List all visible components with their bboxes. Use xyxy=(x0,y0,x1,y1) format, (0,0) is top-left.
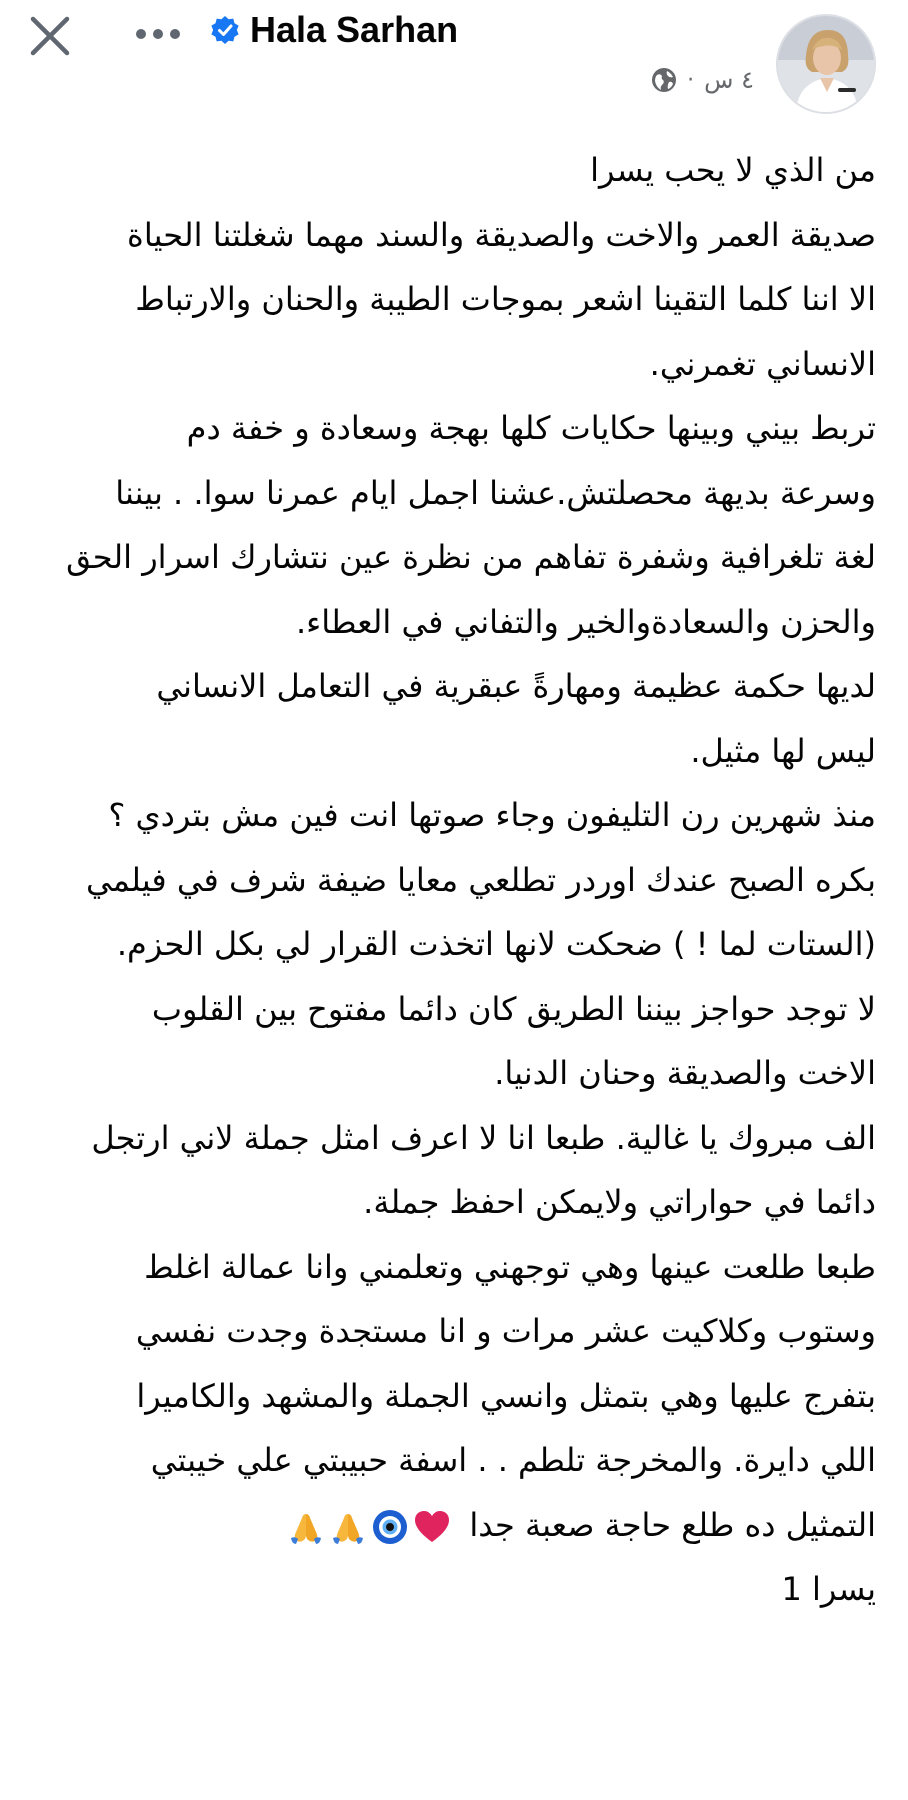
close-button[interactable] xyxy=(22,8,78,64)
post-meta xyxy=(651,66,754,94)
post-line: اللي دايرة. والمخرجة تلطم . . اسفة حبيبتي علي خيبتي xyxy=(150,1441,876,1479)
post-line: يسرا 1 xyxy=(781,1570,876,1608)
close-icon xyxy=(28,14,72,58)
post-line: الاخت والصديقة وحنان الدنيا. xyxy=(494,1054,876,1092)
globe-icon[interactable] xyxy=(651,67,677,93)
post-line: بكره الصبح عندك اوردر تطلعي معايا ضيفة شرف في فيلمي xyxy=(85,860,876,899)
post-header xyxy=(0,0,908,140)
author-name[interactable]: Hala Sarhan xyxy=(250,9,459,50)
post-text xyxy=(26,138,876,1622)
post-line: التمثيل ده طلع حاجة صعبة جدا xyxy=(469,1505,876,1544)
post-line: دائما في حواراتي ولايمكن احفظ جملة. xyxy=(363,1183,876,1221)
emoji-group xyxy=(287,1508,451,1546)
post-line: ليس لها مثيل. xyxy=(690,731,876,770)
folded-hands-icon xyxy=(329,1508,367,1546)
author-block[interactable] xyxy=(210,2,458,58)
post-line: وستوب وكلاكيت عشر مرات و انا مستجدة وجدت نفسي xyxy=(135,1312,876,1350)
red-heart-icon xyxy=(413,1508,451,1546)
post-line: بتفرج عليها وهي بتمثل وانسي الجملة والمشهد والكاميرا xyxy=(136,1376,876,1415)
timestamp[interactable]: ٤ س xyxy=(704,66,754,94)
post-line: الف مبروك يا غالية. طبعا انا لا اعرف امثل جملة لاني ارتجل xyxy=(91,1118,876,1157)
post-line: والحزن والسعادةوالخير والتفاني في العطاء. xyxy=(295,602,876,641)
nazar-amulet-icon xyxy=(371,1508,409,1546)
post-line: لغة تلغرافية وشفرة تفاهم من نظرة عين نتشارك اسرار الحق xyxy=(66,538,876,576)
avatar[interactable] xyxy=(776,14,876,114)
post-line: من الذي لا يحب يسرا xyxy=(590,151,876,189)
post-line: منذ شهرين رن التليفون وجاء صوتها انت فين مش بتردي ؟ xyxy=(108,796,876,834)
folded-hands-icon xyxy=(287,1508,325,1546)
post-line: (الستات لما ! ) ضحكت لانها اتخذت القرار لي بكل الحزم. xyxy=(116,925,876,963)
post-line: طبعا طلعت عينها وهي توجهني وتعلمني وانا عمالة اغلط xyxy=(144,1247,876,1286)
more-icon xyxy=(135,28,181,40)
post-line: الا اننا كلما التقينا اشعر بموجات الطيبة والحنان والارتباط xyxy=(135,280,876,318)
post-line: صديقة العمر والاخت والصديقة والسند مهما شغلتنا الحياة xyxy=(127,215,876,254)
post-line-with-emojis xyxy=(26,1493,876,1558)
meta-separator: · xyxy=(687,67,695,93)
post-line: لا توجد حواجز بيننا الطريق كان دائما مفتوح بين القلوب xyxy=(151,989,876,1028)
post-line: لديها حكمة عظيمة ومهارةً عبقرية في التعامل الانساني xyxy=(156,667,876,705)
more-options-button[interactable] xyxy=(130,14,186,54)
post-line: وسرعة بديهة محصلتش.عشنا اجمل ايام عمرنا سوا. . بيننا xyxy=(115,473,876,512)
verified-badge-icon xyxy=(210,15,240,45)
post-line: تربط بيني وبينها حكايات كلها بهجة وسعادة و خفة دم xyxy=(186,409,876,447)
profile-photo xyxy=(778,16,874,112)
post-line: الانساني تغمرني. xyxy=(649,344,876,383)
